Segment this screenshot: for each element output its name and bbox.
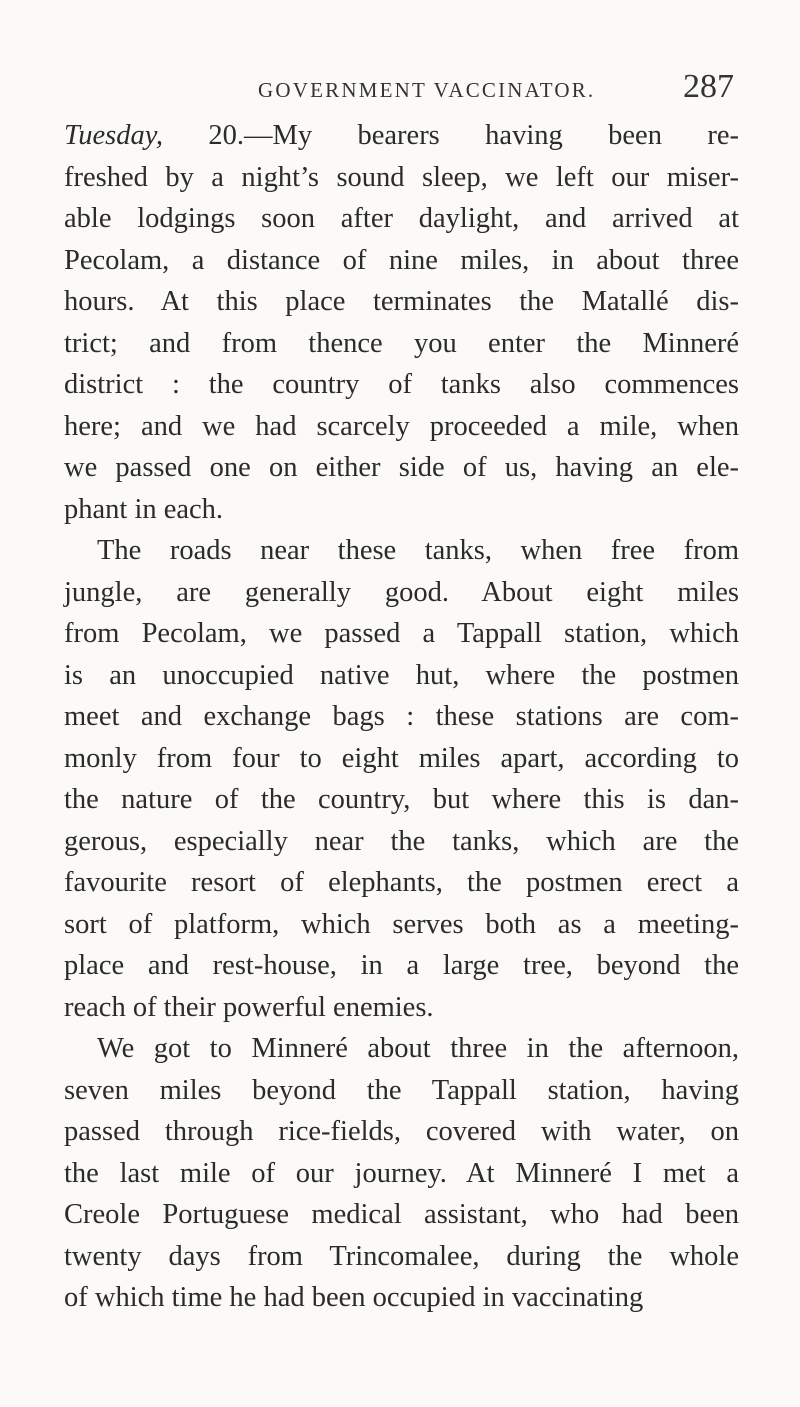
text-line: Pecolam, a distance of nine miles, in about three	[64, 244, 739, 276]
text-line: jungle, are generally good. About eight miles	[64, 576, 739, 608]
text-line: district : the country of tanks also commences	[64, 369, 739, 400]
text-line: phant in each.	[64, 493, 224, 525]
text-line: monly from four to eight miles apart, according to	[64, 742, 739, 774]
text-line: sort of platform, which serves both as a meeting-	[64, 908, 739, 940]
text-line: freshed by a night’s sound sleep, we left our miser-	[64, 161, 739, 193]
text-line: hours. At this place terminates the Matallé dis-	[64, 286, 739, 317]
running-header	[0, 68, 800, 108]
text-line: from Pecolam, we passed a Tappall station, which	[64, 618, 739, 649]
text-line: here; and we had scarcely proceeded a mile, when	[64, 410, 739, 442]
date-label: Tuesday,	[64, 120, 163, 151]
text-line: Creole Portuguese medical assistant, who had been	[64, 1199, 739, 1230]
running-title: GOVERNMENT VACCINATOR.	[258, 78, 596, 102]
text-line: reach of their powerful enemies.	[64, 991, 434, 1023]
text-line: We got to Minneré about three in the afternoon,	[97, 1033, 739, 1064]
text-line: able lodgings soon after daylight, and arrived at	[64, 203, 739, 234]
text-line: the last mile of our journey. At Minneré I met a	[64, 1157, 739, 1189]
body-text	[64, 115, 739, 1319]
text-line: is an unoccupied native hut, where the postmen	[64, 659, 739, 691]
text-line	[64, 115, 739, 157]
page-number: 287	[683, 68, 734, 105]
text-line: the nature of the country, but where this is dan-	[64, 784, 739, 815]
text-line: seven miles beyond the Tappall station, having	[64, 1074, 739, 1106]
text-line: trict; and from thence you enter the Minneré	[64, 327, 739, 359]
text-line: twenty days from Trincomalee, during the whole	[64, 1240, 739, 1272]
text-line: The roads near these tanks, when free from	[97, 535, 739, 566]
text-line: gerous, especially near the tanks, which are the	[64, 825, 739, 857]
text-line: of which time he had been occupied in vaccinating	[64, 1282, 644, 1313]
text-line: place and rest-house, in a large tree, beyond the	[64, 950, 739, 981]
text-line: meet and exchange bags : these stations are com-	[64, 701, 739, 732]
text-line: favourite resort of elephants, the postmen erect a	[64, 867, 739, 898]
text-line-rest: 20.—My bearers having been re-	[162, 120, 739, 151]
text-line: passed through rice-fields, covered with water, on	[64, 1116, 739, 1147]
text-line: we passed one on either side of us, having an ele-	[64, 452, 739, 483]
